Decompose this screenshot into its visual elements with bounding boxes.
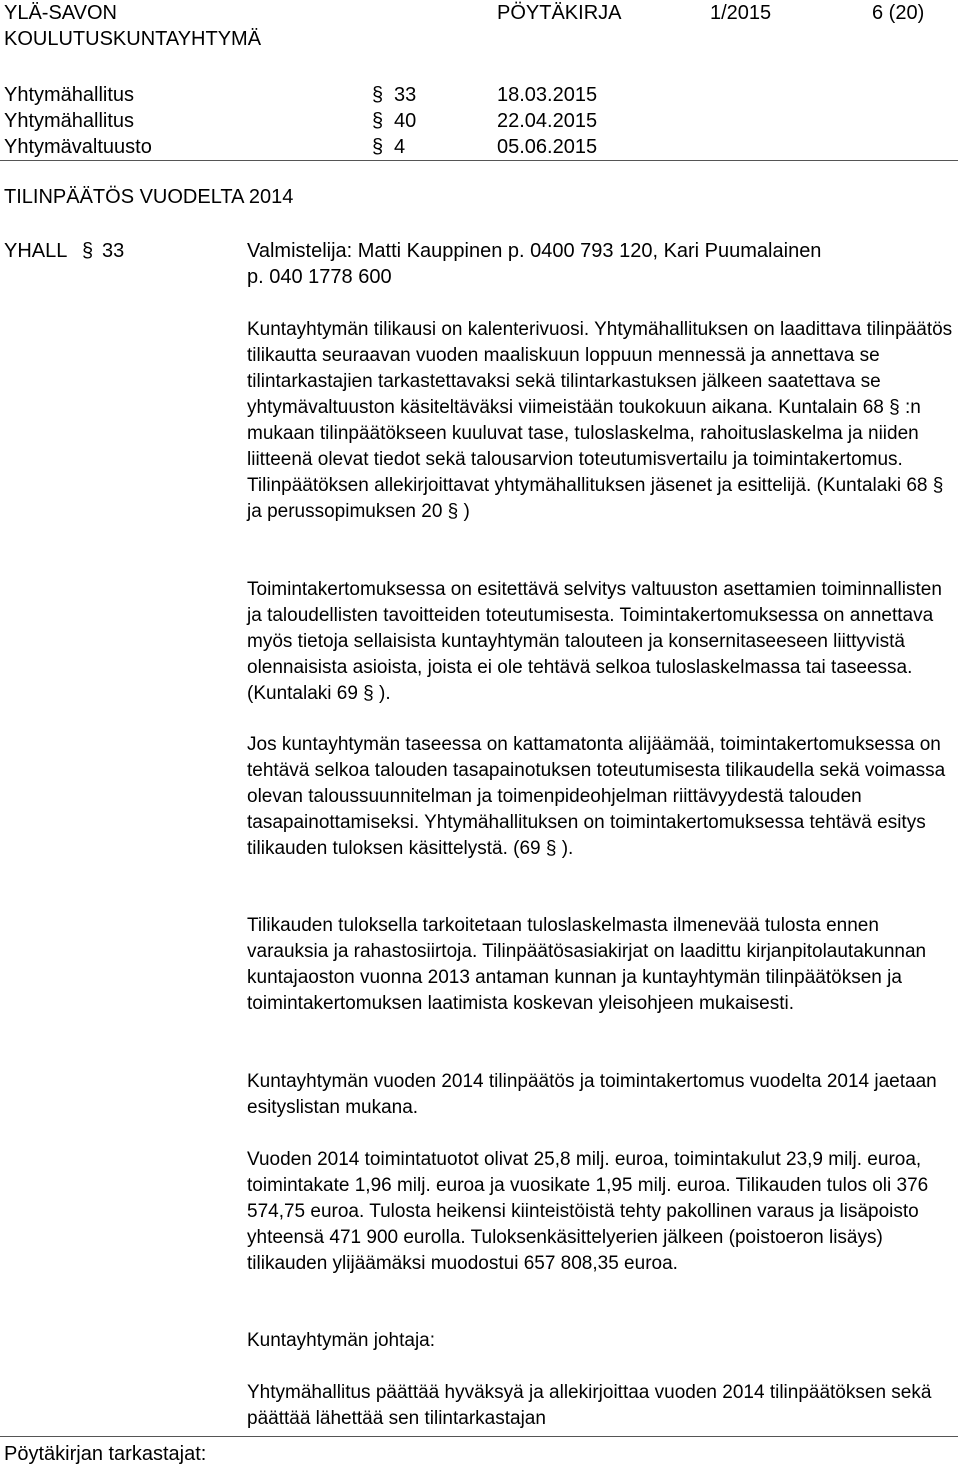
reference-organ: Yhtymävaltuusto (4, 136, 152, 158)
paragraph-distribution: Kuntayhtymän vuoden 2014 tilinpäätös ja toimintakertomus vuodelta 2014 jaetaan esityslistan mukana. (247, 1071, 937, 1118)
reference-date: 05.06.2015 (497, 136, 598, 158)
preparer-line1: Valmistelija: Matti Kauppinen p. 0400 793 120, Kari Puumalainen (247, 240, 822, 262)
reference-number: 33 (394, 84, 417, 106)
paragraph-activity-report: Toimintakertomuksessa on esitettävä selvitys valtuuston asettamien toiminnallisten ja taloudellisten tavoitteiden toteutumisesta. Toimintakertomuksessa on annettava myös tietoja sellaisista kuntayhtymän talouteen ja konsernitaseeseen liittyvistä olennaisista asioista, joista ei ole tehtävä selkoa tuloslaskelmassa tai taseessa. (Kuntalaki 69 § ). (247, 579, 942, 704)
page-title: TILINPÄÄTÖS VUODELTA 2014 (4, 186, 294, 208)
document-type: PÖYTÄKIRJA (497, 2, 622, 24)
paragraph-decision: Yhtymähallitus päättää hyväksyä ja allekirjoittaa vuoden 2014 tilinpäätöksen sekä päättää lähettää sen tilintarkastajan (247, 1382, 932, 1429)
paragraph-deficit: Jos kuntayhtymän taseessa on kattamatonta alijäämää, toimintakertomuksessa on tehtävä selkoa talouden tasapainotuksen toteutumisesta tilikaudella sekä voimassa olevan taloussuunnitelman ja toimenpideohjelman riittävyydestä talouden tasapainottamiseksi. Yhtymähallituksen on toimintakertomuksessa tehtävä esitys tilikauden tuloksen käsittelystä. (69 § ). (247, 734, 946, 859)
reference-date: 22.04.2015 (497, 110, 598, 132)
reference-number: 40 (394, 110, 417, 132)
section-symbol: § (372, 84, 384, 106)
reference-row (4, 108, 954, 134)
reference-row (4, 82, 954, 108)
reference-number: 4 (394, 136, 406, 158)
reference-date: 18.03.2015 (497, 84, 598, 106)
organization-name-line2: KOULUTUSKUNTAYHTYMÄ (4, 28, 262, 50)
footer-divider (0, 1436, 958, 1437)
reference-organ: Yhtymähallitus (4, 110, 135, 132)
organization-name-line1: YLÄ-SAVON (4, 2, 117, 24)
reference-organ: Yhtymähallitus (4, 84, 135, 106)
item-code: YHALL (4, 240, 68, 262)
paragraph-director: Kuntayhtymän johtaja: (247, 1330, 436, 1351)
section-symbol: § (372, 136, 384, 158)
item-number: 33 (102, 240, 125, 262)
document-number: 1/2015 (710, 2, 772, 24)
preparer-line2: p. 040 1778 600 (247, 266, 392, 288)
divider (0, 160, 958, 161)
section-symbol: § (372, 110, 384, 132)
section-symbol: § (82, 240, 94, 262)
page-number: 6 (20) (872, 2, 925, 24)
paragraph-fiscal-year: Kuntayhtymän tilikausi on kalenterivuosi. Yhtymähallituksen on laadittava tilinpäätös tilikautta seuraavan vuoden maaliskuun loppuun mennessä ja annettava se tilintarkastajien tarkastettavaksi sekä tilintarkastuksen jälkeen saatettava se yhtymävaltuuston käsiteltäväksi viimeistään toukokuun aikana. Kuntalain 68 § :n mukaan tilinpäätökseen kuuluvat tase, tuloslaskelma, rahoituslaskelma ja niiden liitteenä olevat tiedot sekä talousarvion toteutumisvertailu ja toimintakertomus. Tilinpäätöksen allekirjoittavat yhtymähallituksen jäsenet ja esittelijä. (Kuntalaki 68 § ja perussopimuksen 20 § ) (247, 319, 953, 522)
reference-row (4, 134, 954, 160)
paragraph-result-definition: Tilikauden tuloksella tarkoitetaan tuloslaskelmasta ilmenevää tulosta ennen varauksia ja rahastosiirtoja. Tilinpäätösasiakirjat on laadittu kirjanpitolautakunnan kuntajaoston vuonna 2013 antaman kunnan ja kuntayhtymän tilinpäätöksen ja toimintakertomuksen laatimista koskevan yleisohjeen mukaisesti. (247, 915, 927, 1014)
footer-label: Pöytäkirjan tarkastajat: (4, 1443, 207, 1465)
paragraph-financials: Vuoden 2014 toimintatuotot olivat 25,8 milj. euroa, toimintakulut 23,9 milj. euroa, toimintakate 1,96 milj. euroa ja vuosikate 1,95 milj. euroa. Tilikauden tulos oli 376 574,75 euroa. Tulosta heikensi kiinteistöistä tehty pakollinen varaus ja lisäpoisto yhteensä 471 900 eurolla. Tuloksenkäsittelyerien jälkeen (poistoeron lisäys) tilikauden ylijäämäksi muodostui 657 808,35 euroa. (247, 1149, 929, 1274)
